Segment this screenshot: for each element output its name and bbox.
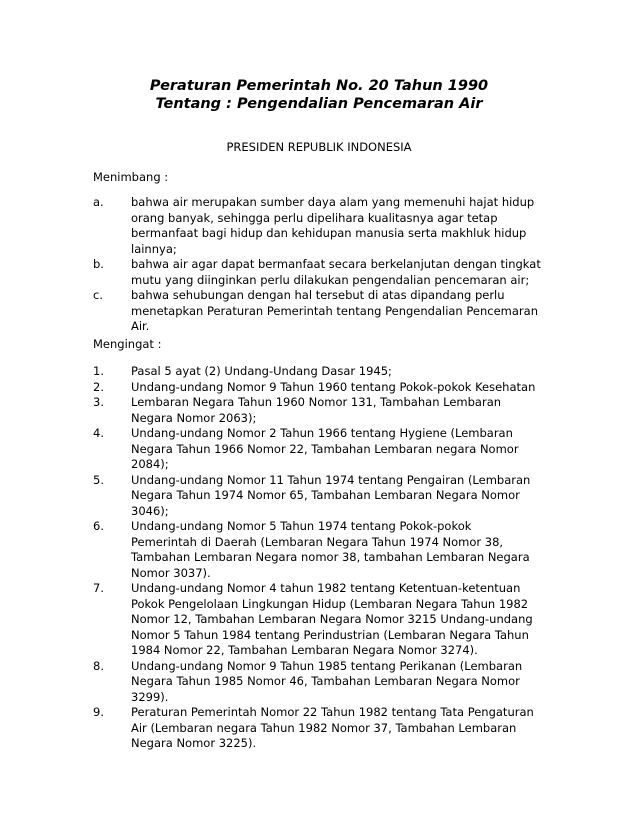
mengingat-item-marker: 8. xyxy=(93,658,104,673)
menimbang-item-line: orang banyak, sehingga perlu dipelihara kualitasnya agar tetap xyxy=(131,210,498,225)
menimbang-item-marker: b. xyxy=(93,257,104,271)
mengingat-item-line: Undang-undang Nomor 4 tahun 1982 tentang Ketentuan-ketentuan xyxy=(131,581,521,595)
menimbang-item-marker: a. xyxy=(93,195,104,209)
mengingat-item xyxy=(93,659,553,706)
mengingat-list xyxy=(93,364,553,752)
menimbang-item-text xyxy=(131,257,553,288)
mengingat-item-text xyxy=(131,426,553,473)
mengingat-item-marker: 6. xyxy=(93,519,104,533)
mengingat-item-line: Pemerintah di Daerah (Lembaran Negara Tahun 1974 Nomor 38, xyxy=(131,534,504,549)
mengingat-item xyxy=(93,364,553,380)
mengingat-item xyxy=(93,519,553,581)
mengingat-item xyxy=(93,581,553,659)
mengingat-item-marker: 7. xyxy=(93,581,104,595)
mengingat-item-line: Nomor 12, Tambahan Lembaran Negara Nomor 3215 Undang-undang xyxy=(131,612,533,626)
mengingat-item-line: Undang-undang Nomor 9 Tahun 1985 tentang Perikanan (Lembaran xyxy=(131,658,523,673)
menimbang-list xyxy=(93,195,553,335)
mengingat-item-line: Lembaran Negara Tahun 1960 Nomor 131, Tambahan Lembaran xyxy=(131,395,502,409)
menimbang-item-marker: c. xyxy=(93,288,103,302)
document-title-line-1: Peraturan Pemerintah No. 20 Tahun 1990 xyxy=(149,78,489,94)
mengingat-item-line: Pokok Pengelolaan Lingkungan Hidup (Lembaran Negara Tahun 1982 xyxy=(131,596,529,611)
menimbang-item-line: lainnya; xyxy=(131,241,177,256)
menimbang-item-text xyxy=(131,195,553,257)
menimbang-item-line: mutu yang diinginkan perlu dilakukan pengendalian pencemaran air; xyxy=(131,272,530,287)
mengingat-item-marker: 1. xyxy=(93,364,104,378)
mengingat-item-line: 2084); xyxy=(131,457,169,471)
mengingat-heading: Mengingat : xyxy=(93,337,162,351)
mengingat-item-line: Negara Tahun 1974 Nomor 65, Tambahan Lembaran Negara Nomor xyxy=(131,488,520,502)
mengingat-item-text xyxy=(131,380,553,396)
mengingat-item xyxy=(93,380,553,396)
mengingat-item-line: Nomor 5 Tahun 1984 tentang Perindustrian (Lembaran Negara Tahun xyxy=(131,627,529,642)
mengingat-item-line: Air (Lembaran negara Tahun 1982 Nomor 37, Tambahan Lembaran xyxy=(131,720,517,735)
mengingat-item-line: Negara Nomor 3225). xyxy=(131,736,257,750)
mengingat-item-line: 1984 Nomor 22, Tambahan Lembaran Negara Nomor 3274). xyxy=(131,643,478,657)
mengingat-item-line: Nomor 3037). xyxy=(131,565,211,580)
menimbang-item xyxy=(93,257,553,288)
mengingat-item-line: Tambahan Lembaran Negara nomor 38, tambahan Lembaran Negara xyxy=(131,550,530,564)
menimbang-item-line: bahwa air merupakan sumber daya alam yang memenuhi hajat hidup xyxy=(131,195,535,209)
mengingat-item-marker: 5. xyxy=(93,472,104,487)
mengingat-item-text xyxy=(131,659,553,706)
mengingat-item xyxy=(93,705,553,752)
menimbang-item-line: bahwa air agar dapat bermanfaat secara berkelanjutan dengan tingkat xyxy=(131,257,541,271)
mengingat-item-line: 3299). xyxy=(131,689,169,704)
mengingat-item-text xyxy=(131,473,553,520)
mengingat-item-line: Undang-undang Nomor 2 Tahun 1966 tentang Hygiene (Lembaran xyxy=(131,426,513,440)
mengingat-item-line: Peraturan Pemerintah Nomor 22 Tahun 1982 tentang Tata Pengaturan xyxy=(131,705,534,719)
menimbang-item-line: menetapkan Peraturan Pemerintah tentang Pengendalian Pencemaran xyxy=(131,303,538,318)
mengingat-item-marker: 2. xyxy=(93,379,104,394)
mengingat-item-line: Negara Nomor 2063); xyxy=(131,410,257,425)
mengingat-item-line: Negara Tahun 1966 Nomor 22, Tambahan Lembaran negara Nomor xyxy=(131,441,519,456)
mengingat-item-text xyxy=(131,705,553,752)
issuer-heading: PRESIDEN REPUBLIK INDONESIA xyxy=(226,140,412,154)
mengingat-item-line: Undang-undang Nomor 11 Tahun 1974 tentang Pengairan (Lembaran xyxy=(131,472,531,487)
mengingat-item-text xyxy=(131,395,553,426)
mengingat-item-line: Undang-undang Nomor 9 Tahun 1960 tentang Pokok-pokok Kesehatan xyxy=(131,379,536,394)
menimbang-item-line: Air. xyxy=(131,319,150,333)
menimbang-item xyxy=(93,288,553,335)
menimbang-heading: Menimbang : xyxy=(93,170,169,184)
menimbang-item-line: bermanfaat bagi hidup dan kehidupan manusia serta makhluk hidup xyxy=(131,226,527,240)
document-title-line-2: Tentang : Pengendalian Pencemaran Air xyxy=(155,96,483,112)
menimbang-item-line: bahwa sehubungan dengan hal tersebut di atas dipandang perlu xyxy=(131,288,505,302)
mengingat-item-line: Pasal 5 ayat (2) Undang-Undang Dasar 1945; xyxy=(131,364,392,378)
mengingat-item-line: Negara Tahun 1985 Nomor 46, Tambahan Lembaran Negara Nomor xyxy=(131,674,520,688)
mengingat-item-text xyxy=(131,519,553,581)
mengingat-item-line: Undang-undang Nomor 5 Tahun 1974 tentang Pokok-pokok xyxy=(131,519,472,533)
mengingat-item-text xyxy=(131,581,553,659)
mengingat-item xyxy=(93,395,553,426)
mengingat-item-marker: 3. xyxy=(93,395,104,409)
menimbang-item xyxy=(93,195,553,257)
menimbang-item-text xyxy=(131,288,553,335)
mengingat-item-marker: 4. xyxy=(93,426,104,440)
mengingat-item-marker: 9. xyxy=(93,705,104,719)
mengingat-item xyxy=(93,426,553,473)
mengingat-item xyxy=(93,473,553,520)
mengingat-item-line: 3046); xyxy=(131,503,169,518)
mengingat-item-text xyxy=(131,364,553,380)
